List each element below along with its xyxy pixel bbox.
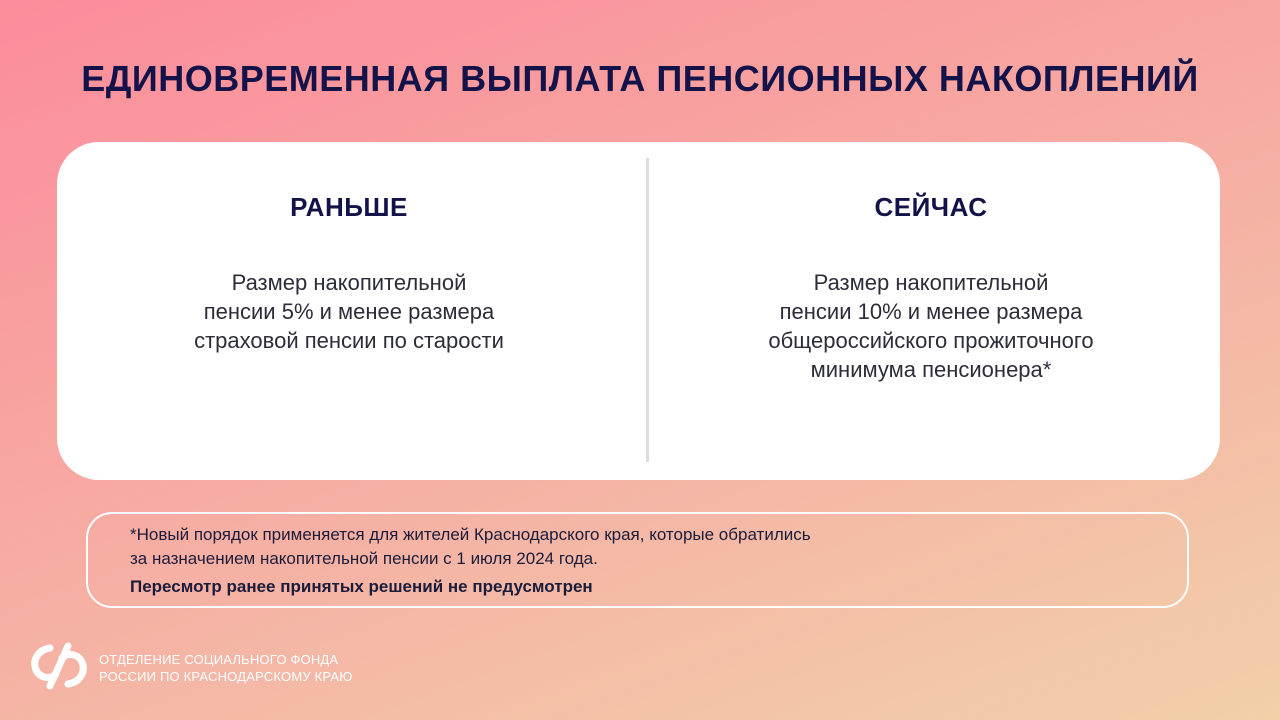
footnote-bold-text: Пересмотр ранее принятых решений не предусмотрен bbox=[130, 577, 593, 596]
before-heading: РАНЬШЕ bbox=[290, 192, 408, 222]
footnote-box bbox=[86, 512, 1189, 608]
column-divider bbox=[646, 158, 649, 462]
now-column bbox=[651, 142, 1211, 480]
now-text: Размер накопительной пенсии 10% и менее размера общероссийского прожиточного минимума пенсионера* bbox=[768, 270, 1094, 382]
before-text: Размер накопительной пенсии 5% и менее размера страховой пенсии по старости bbox=[194, 270, 504, 353]
footnote-text: *Новый порядок применяется для жителей Краснодарского края, которые обратились за назначением накопительной пенсии с 1 июля 2024 года. bbox=[130, 525, 811, 568]
sfr-logo-icon bbox=[28, 640, 90, 692]
comparison-card bbox=[57, 142, 1220, 480]
organization-name: ОТДЕЛЕНИЕ СОЦИАЛЬНОГО ФОНДА РОССИИ ПО КРАСНОДАРСКОМУ КРАЮ bbox=[99, 652, 353, 684]
page-title: ЕДИНОВРЕМЕННАЯ ВЫПЛАТА ПЕНСИОННЫХ НАКОПЛЕНИЙ bbox=[81, 58, 1199, 99]
now-heading: СЕЙЧАС bbox=[874, 192, 988, 222]
before-column bbox=[69, 142, 629, 480]
